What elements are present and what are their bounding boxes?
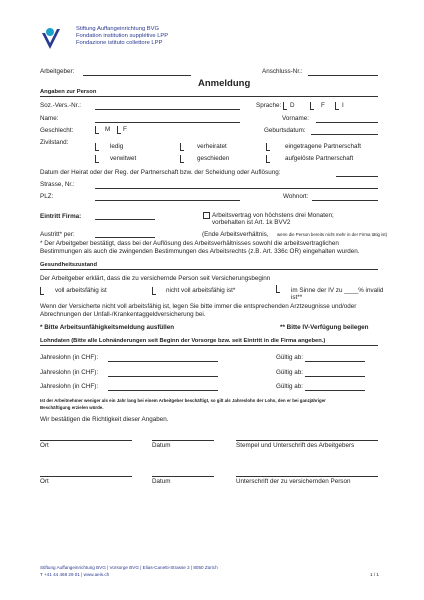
health-note-right: ** Bitte IV-Verfügung beilegen xyxy=(280,324,369,331)
org-name-it: Fondazione istituto collettore LPP xyxy=(76,40,163,46)
wage-row-1-field[interactable] xyxy=(108,361,218,362)
gender-f-label: F xyxy=(123,126,127,133)
wage-row-2-label: Jahreslohn (in CHF): xyxy=(40,369,99,376)
iv-line2: ist** xyxy=(291,294,303,301)
name-label: Name: xyxy=(40,115,59,122)
page-title: Anmeldung xyxy=(198,78,251,89)
iv-checkbox[interactable] xyxy=(276,285,280,293)
sig-datum-2-line[interactable] xyxy=(152,476,214,477)
nicht-voll-checkbox[interactable] xyxy=(152,287,156,295)
wage-row-3-label: Jahreslohn (in CHF): xyxy=(40,383,99,390)
austritt-note-line1: * Der Arbeitgeber bestätigt, dass bei der Auflösung des Arbeitsverhältnisses sowohl die arbeitsvertraglichen xyxy=(40,240,339,247)
vertrag-line2: vorbehalten ist Art. 1k BVV2 xyxy=(212,219,291,226)
page-number: 1 / 1 xyxy=(370,572,379,577)
sig-person-line[interactable] xyxy=(236,476,378,477)
wage-fine-line2: Beschäftigung erzielen würde. xyxy=(40,405,104,410)
sig-person: Unterschrift der zu versichernden Person xyxy=(236,478,351,485)
eintritt-label: Eintritt Firma: xyxy=(40,213,82,220)
health-para-line2: Abrechnungen der Unfall-/Krankentaggeldversicherung bei. xyxy=(40,311,206,318)
section-wages: Lohndaten (Bitte alle Lohnänderungen seit Beginn der Vorsorge bzw. seit Eintritt in die Firma angeben.) xyxy=(40,338,378,346)
footer-address: Stiftung Auffangeinrichtung BVG | Vorsorge BVG | Elias-Canetti-Strasse 2 | 8050 Zürich xyxy=(40,565,218,570)
austritt-note-line2: Bestimmungen als auch die zwingenden Bestimmungen des Arbeitsrechts (z.B. Art. 336c OR) eingehalten wurden. xyxy=(40,248,360,255)
aufgeloest-checkbox[interactable] xyxy=(266,155,270,163)
lang-d-label: D xyxy=(290,102,295,109)
confirm-text: Wir bestätigen die Richtigkeit dieser Angaben. xyxy=(40,416,169,423)
aufgeloest-label: aufgelöste Partnerschaft xyxy=(285,155,354,162)
section-health: Gesundheitszustand xyxy=(40,262,378,270)
vorname-field[interactable] xyxy=(316,122,378,123)
strasse-field[interactable] xyxy=(95,188,378,189)
organisation-logo xyxy=(40,27,70,51)
wage-row-2-field[interactable] xyxy=(108,376,218,377)
sig-ort-1: Ort xyxy=(40,442,49,449)
gender-m-label: M xyxy=(105,126,111,133)
sig-stempel-line[interactable] xyxy=(236,440,378,441)
iv-line1: im Sinne der IV zu ____% invalid xyxy=(291,287,384,294)
datum-heirat-label: Datum der Heirat oder der Reg. der Partnerschaft bzw. der Scheidung oder Auflösung: xyxy=(40,169,281,176)
gender-m-checkbox[interactable] xyxy=(95,126,99,134)
ende-note: wenn die Person bereits nicht mehr in der Firma tätig ist) xyxy=(277,232,388,237)
health-para-line1: Wenn der Versicherte nicht voll arbeitsfähig ist, legen Sie bitte immer die entsprechenden Arztzeugnisse und/oder xyxy=(40,303,357,310)
gender-f-checkbox[interactable] xyxy=(117,126,121,134)
strasse-label: Strasse, Nr.: xyxy=(40,181,75,188)
plz-field[interactable] xyxy=(95,200,240,201)
ledig-label: ledig xyxy=(110,143,124,150)
verwitwet-checkbox[interactable] xyxy=(95,155,99,163)
wage-row-3-field[interactable] xyxy=(108,390,218,391)
eingetragen-label: eingetragene Partnerschaft xyxy=(285,143,361,150)
voll-label: voll arbeitsfähig ist xyxy=(55,287,107,294)
voll-checkbox[interactable] xyxy=(40,287,44,295)
geburtsdatum-label: Geburtsdatum: xyxy=(264,127,306,134)
vertrag-line1: Arbeitsvertrag von höchstens drei Monaten; xyxy=(212,212,334,219)
vorname-label: Vorname: xyxy=(282,115,309,122)
sig-datum-2: Datum xyxy=(152,478,171,485)
wage-row-1-label: Jahreslohn (in CHF): xyxy=(40,354,99,361)
lang-f-checkbox[interactable] xyxy=(310,102,314,110)
geschieden-checkbox[interactable] xyxy=(180,155,184,163)
wage-row-3-gueltig: Gültig ab: xyxy=(276,383,303,390)
soz-label: Soz.-Vers.-Nr.: xyxy=(40,102,81,109)
wohnort-label: Wohnort: xyxy=(283,193,309,200)
plz-label: PLZ: xyxy=(40,193,54,200)
soz-field[interactable] xyxy=(95,109,240,110)
sig-ort-2: Ort xyxy=(40,478,49,485)
sig-datum-1: Datum xyxy=(152,442,171,449)
geschlecht-label: Geschlecht: xyxy=(40,127,74,134)
health-intro: Der Arbeitgeber erklärt, dass die zu versichernde Person seit Versicherungsbeginn xyxy=(40,275,271,282)
sig-ort-1-line[interactable] xyxy=(40,440,132,441)
anschluss-field[interactable] xyxy=(308,75,378,76)
lang-d-checkbox[interactable] xyxy=(283,102,287,110)
geburtsdatum-field[interactable] xyxy=(311,134,378,135)
wage-row-1-date[interactable] xyxy=(305,361,365,362)
datum-heirat-field[interactable] xyxy=(336,176,378,177)
footer-contact: T +41 44 468 29 01 | www.aeis.ch xyxy=(40,572,110,577)
arbeitgeber-label: Arbeitgeber: xyxy=(40,68,75,75)
anschluss-label: Anschluss-Nr.: xyxy=(262,68,303,75)
arbeitgeber-field[interactable] xyxy=(83,75,191,76)
verheiratet-checkbox[interactable] xyxy=(180,143,184,151)
eingetragen-checkbox[interactable] xyxy=(266,143,270,151)
wage-row-2-date[interactable] xyxy=(305,376,365,377)
lang-i-label: I xyxy=(342,102,344,109)
nicht-voll-label: nicht voll arbeitsfähig ist* xyxy=(166,287,236,294)
austritt-field[interactable] xyxy=(95,237,155,238)
wage-row-1-gueltig: Gültig ab: xyxy=(276,354,303,361)
verheiratet-label: verheiratet xyxy=(197,143,227,150)
ende-text: (Ende Arbeitsverhältnis, xyxy=(202,231,269,238)
verwitwet-label: verwitwet xyxy=(110,155,137,162)
sprache-label: Sprache: xyxy=(256,102,282,109)
wage-row-2-gueltig: Gültig ab: xyxy=(276,369,303,376)
sig-ort-2-line[interactable] xyxy=(40,476,132,477)
sig-stempel: Stempel und Unterschrift des Arbeitgebers xyxy=(236,442,355,449)
org-name-de: Stiftung Auffangeinrichtung BVG xyxy=(76,26,160,32)
ledig-checkbox[interactable] xyxy=(95,143,99,151)
zivilstand-label: Zivilstand: xyxy=(40,139,69,146)
vertrag-checkbox[interactable] xyxy=(203,212,210,219)
name-field[interactable] xyxy=(95,122,240,123)
lang-i-checkbox[interactable] xyxy=(335,102,339,110)
section-person: Angaben zur Person xyxy=(40,89,378,97)
sig-datum-1-line[interactable] xyxy=(152,440,214,441)
lang-f-label: F xyxy=(321,102,325,109)
wage-row-3-date[interactable] xyxy=(305,390,365,391)
org-name-fr: Fondation institution supplétive LPP xyxy=(76,33,169,39)
geschieden-label: geschieden xyxy=(197,155,230,162)
austritt-label: Austritt* per: xyxy=(40,231,75,238)
wage-fine-line1: Ist der Arbeitnehmer weniger als ein Jahr lang bei einem Arbeitgeber beschäftigt, so gilt als Jahreslohn der Lohn, den er bei ganzjähriger xyxy=(40,398,326,403)
wohnort-field[interactable] xyxy=(312,200,378,201)
health-note-left: * Bitte Arbeitsunfähigkeitsmeldung ausfüllen xyxy=(40,324,175,331)
eintritt-field[interactable] xyxy=(95,219,155,220)
